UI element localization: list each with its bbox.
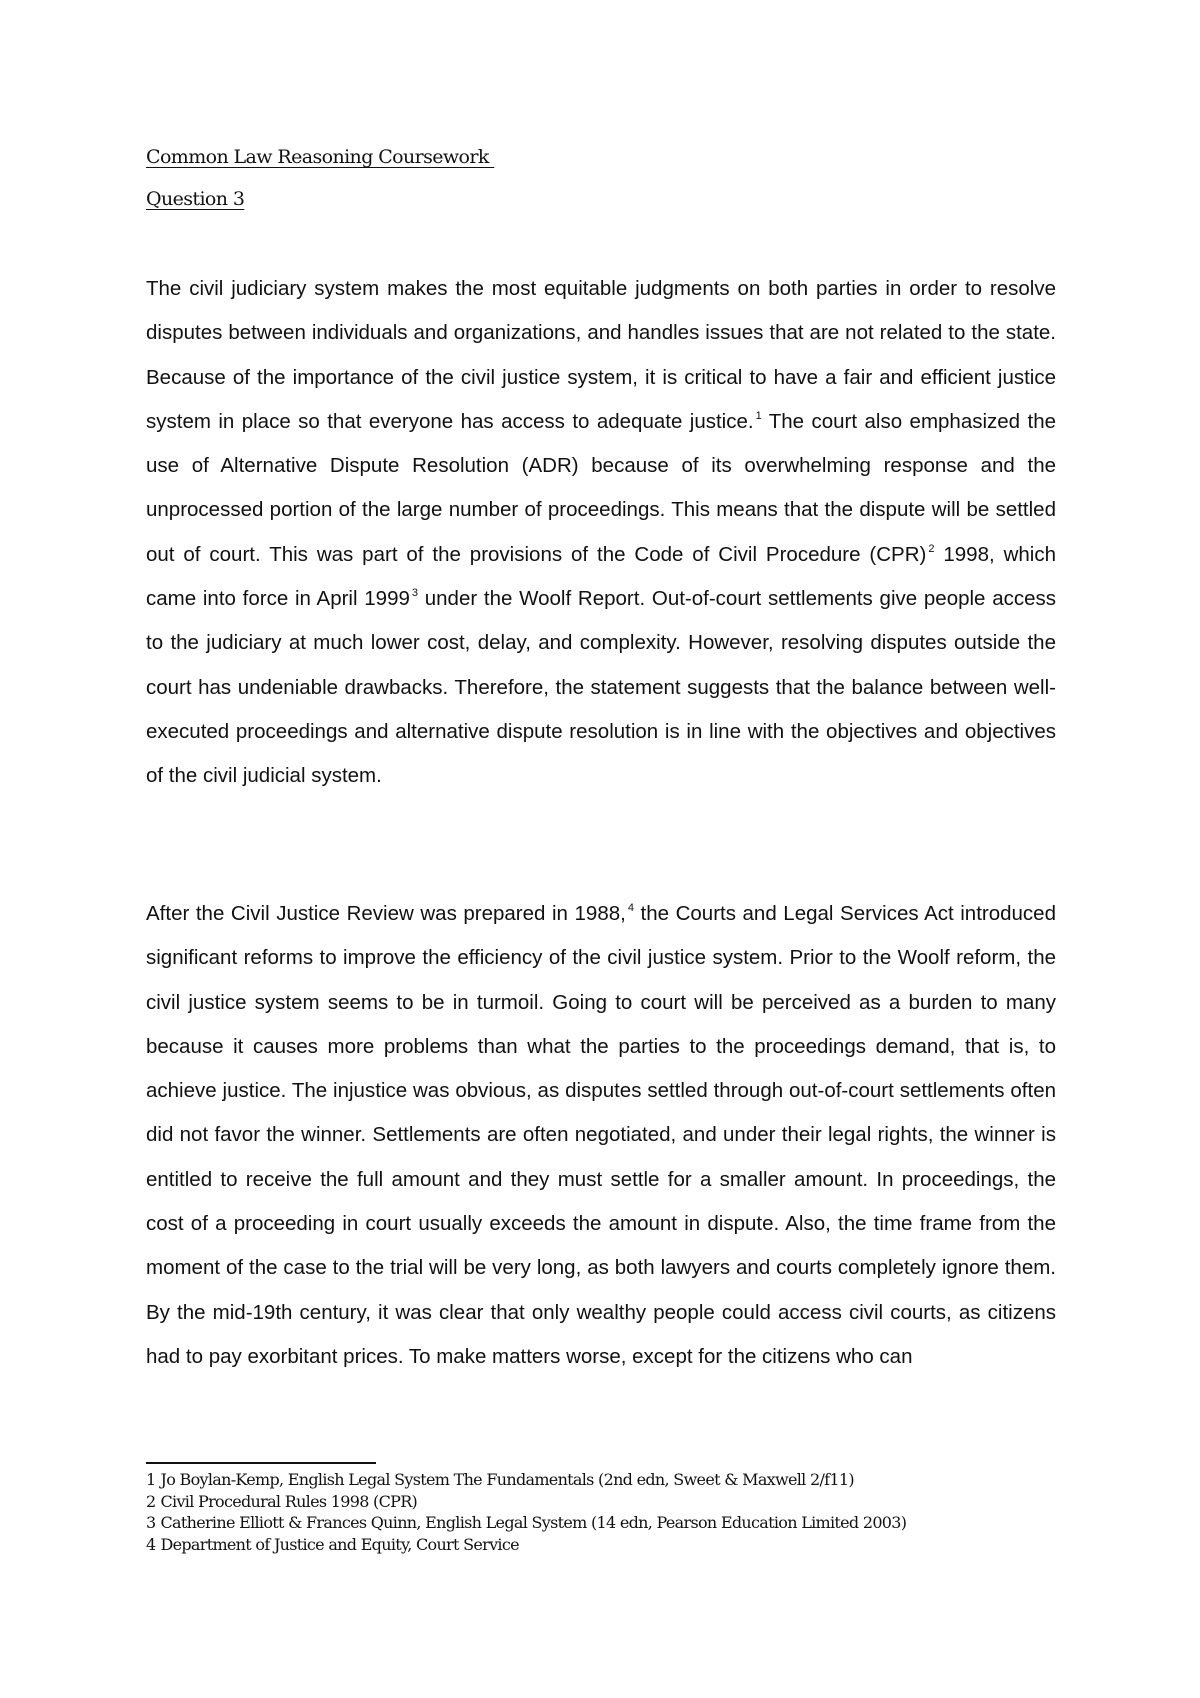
footnote-3 <box>146 1512 1046 1534</box>
paragraph-text: the Courts and Legal Services Act introduced significant reforms to improve the efficiency of the civil justice system. Prior to the Woolf reform, the civil justice system seems to be in turmoil. Going to court will be perceived as a burden to many because it causes more problems than what the parties to the proceedings demand, that is, to achieve justice. The injustice was obvious, as disputes settled through out-of-court settlements often did not favor the winner. Settlements are often negotiated, and under their legal rights, the winner is entitled to receive the full amount and they must settle for a smaller amount. In proceedings, the cost of a proceeding in court usually exceeds the amount in dispute. Also, the time frame from the moment of the case to the trial will be very long, as both lawyers and courts completely ignore them. By the mid-19th century, it was clear that only wealthy people could access civil courts, as citizens had to pay exorbitant prices. To make matters worse, except for the citizens who can <box>146 902 1056 1368</box>
coursework-title: Common Law Reasoning Coursework <box>146 146 495 168</box>
footnote-number: 4 <box>146 1534 156 1554</box>
paragraph-text: After the Civil Justice Review was prepared in 1988, <box>146 902 626 925</box>
body-paragraph-1 <box>146 267 1056 799</box>
paragraph-text: The court also emphasized the use of Alternative Dispute Resolution (ADR) because of its overwhelming response and the unprocessed portion of the large number of proceedings. This means that the dispute will be settled out of court. This was part of the provisions of the Code of Civil Procedure (CPR) <box>146 409 1056 566</box>
footnotes-section <box>146 1469 1046 1555</box>
footnote-ref-4[interactable]: 4 <box>627 902 634 915</box>
body-paragraph-2 <box>146 892 1056 1379</box>
footnote-number: 1 <box>146 1470 156 1489</box>
footnote-1 <box>146 1469 1046 1491</box>
footnote-2 <box>146 1491 1046 1513</box>
footnote-text: Jo Boylan-Kemp, English Legal System The Fundamentals (2nd edn, Sweet & Maxwell 2/f11) <box>160 1470 854 1489</box>
footnote-number: 3 <box>146 1513 156 1532</box>
footnote-separator <box>146 1462 376 1464</box>
footnote-text: Civil Procedural Rules 1998 (CPR) <box>160 1491 418 1511</box>
footnote-text: Catherine Elliott & Frances Quinn, English Legal System (14 edn, Pearson Education Limited 2003) <box>160 1513 907 1532</box>
footnote-ref-1[interactable]: 1 <box>755 410 762 423</box>
paragraph-text: under the Woolf Report. Out-of-court settlements give people access to the judiciary at much lower cost, delay, and complexity. However, resolving disputes outside the court has undeniable drawbacks. Therefore, the statement suggests that the balance between well-executed proceedings and alternative dispute resolution is in line with the objectives and objectives of the civil judicial system. <box>146 587 1056 788</box>
footnote-ref-2[interactable]: 2 <box>928 542 935 555</box>
paragraph-text: The civil judiciary system makes the most equitable judgments on both parties in order to resolve disputes between individuals and organizations, and handles issues that are not related to the state. Because of the importance of the civil justice system, it is critical to have a fair and efficient justice system in place so that everyone has access to adequate justice. <box>146 277 1056 433</box>
footnote-4 <box>146 1534 1046 1556</box>
footnote-number: 2 <box>146 1491 156 1511</box>
footnote-ref-3[interactable]: 3 <box>411 587 419 600</box>
footnote-text: Department of Justice and Equity, Court Service <box>160 1534 519 1554</box>
paragraph-text: 1998, which came into force in April 1999 <box>146 542 1056 611</box>
question-heading: Question 3 <box>146 188 245 210</box>
